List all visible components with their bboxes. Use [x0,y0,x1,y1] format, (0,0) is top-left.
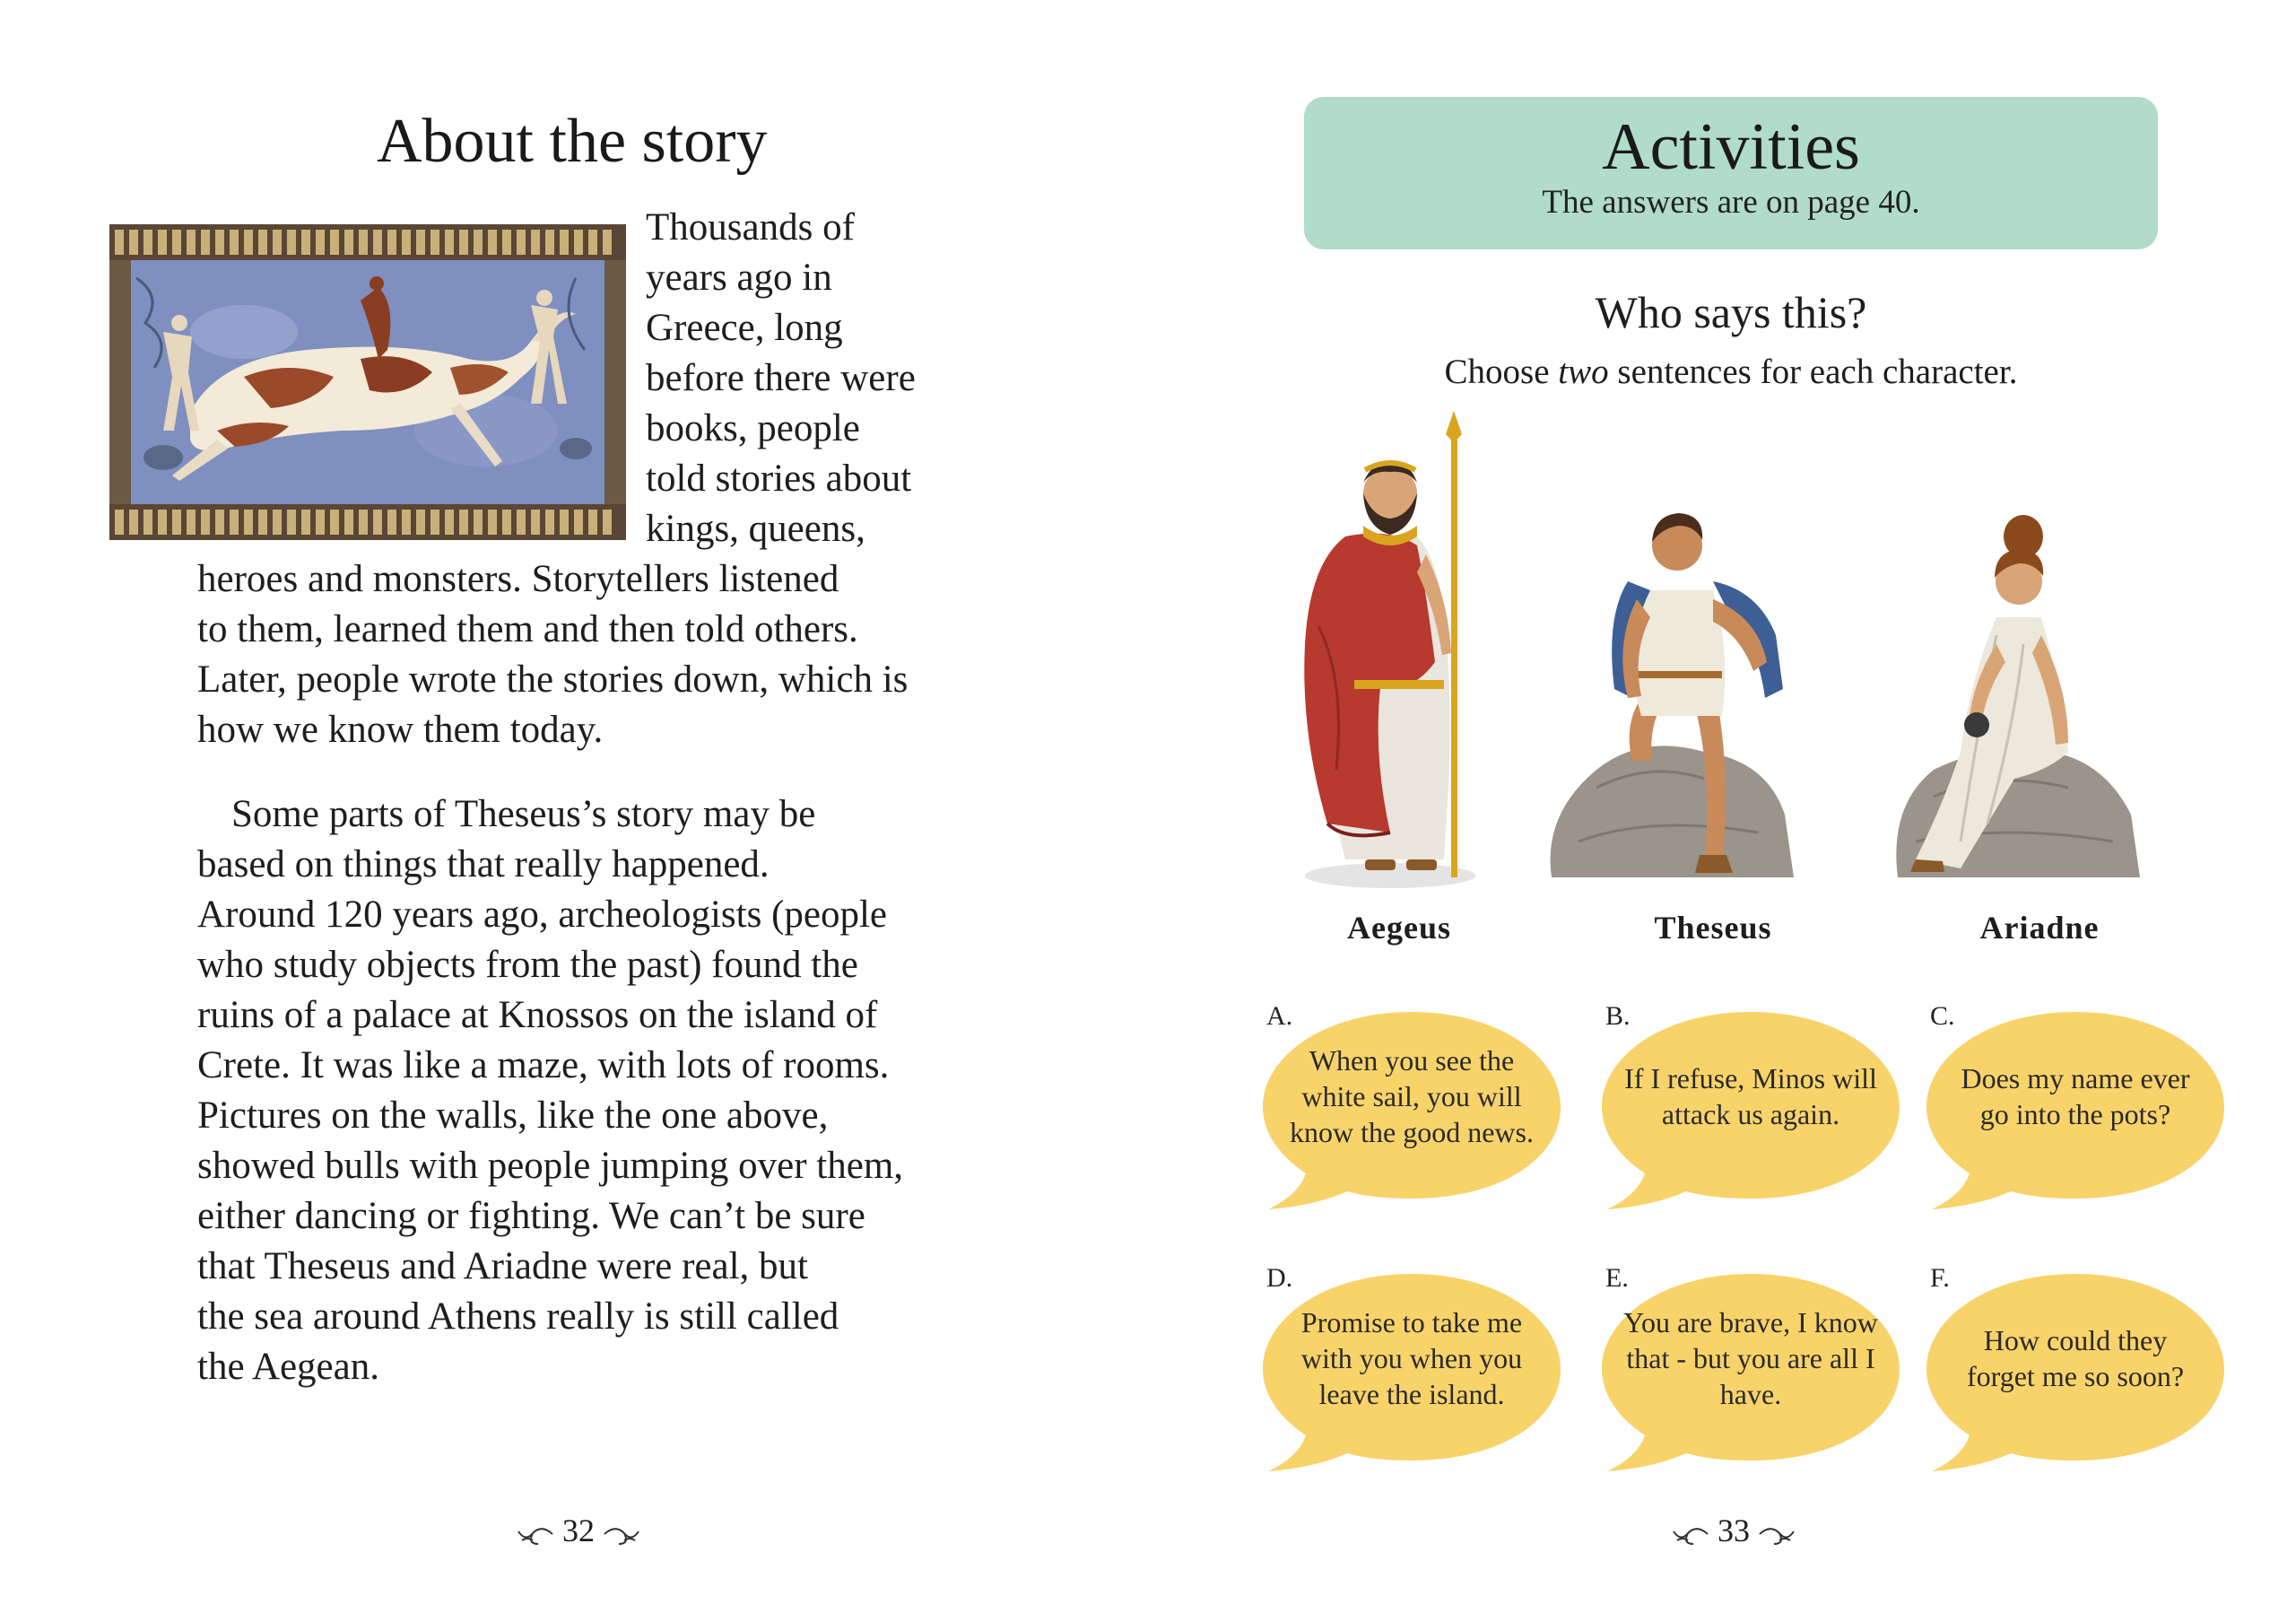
activities-header-box [1304,97,2158,249]
bubble-text-d: Promise to take me with you when you leave the island. [1300,1306,1523,1410]
page-number [1670,1513,1797,1548]
bubble-letter-b: B. [1605,1001,1631,1031]
speech-bubble-f [1916,1269,2235,1477]
text-line: Around 120 years ago, archeologists (people [197,894,888,936]
text-line: the Aegean. [197,1346,379,1388]
flourish-right-icon [1758,1521,1797,1548]
text-line: Pictures on the walls, like the one above, [197,1094,829,1137]
text-line: told stories about [646,458,912,500]
bubble-text-a: When you see the white sail, you will know the good news. [1290,1044,1534,1148]
bubble-letter-d: D. [1266,1263,1293,1293]
fresco-image [109,224,626,540]
character-name-theseus: Theseus [1654,910,1772,946]
flourish-right-icon [603,1521,642,1548]
instruction-text [1304,350,2158,395]
text-line: Greece, long [646,307,843,349]
text-line: either dancing or fighting. We can’t be sure [197,1195,865,1237]
bubble-letter-e: E. [1605,1263,1629,1293]
text-line: based on things that really happened. [197,843,770,885]
text-line: before there were [646,357,916,399]
page-title: About the story [377,107,768,176]
text-line: kings, queens, [646,508,865,550]
text-line: heroes and monsters. Storytellers listened [197,558,839,600]
intro-paragraph-continued [197,554,908,755]
aegeus-figure [1292,411,1516,900]
page-number [515,1513,642,1548]
ariadne-figure [1889,501,2149,900]
speech-bubble-a [1252,1007,1571,1215]
speech-bubble-e [1591,1269,1910,1477]
instruction-post: sentences for each character. [1608,353,2018,391]
bubble-text-f: How could they forget me so soon? [1966,1324,2185,1392]
text-line: Some parts of Theseus’s story may be [231,793,816,835]
activities-title: Activities [1602,110,1860,184]
bubble-letter-a: A. [1266,1001,1293,1031]
text-line: Thousands of [646,206,855,249]
instruction-emphasis: two [1558,353,1609,391]
text-line: ruins of a palace at Knossos on the island of [197,994,878,1036]
page-number-text: 33 [1718,1513,1750,1548]
question-heading: Who says this? [1595,287,1867,337]
character-name-ariadne: Ariadne [1979,910,2100,946]
text-line: books, people [646,407,860,449]
text-line: who study objects from the past) found the [197,944,858,986]
flourish-left-icon [1670,1521,1709,1548]
text-line: the sea around Athens really is still called [197,1295,839,1338]
speech-bubble-b [1591,1007,1910,1215]
flourish-left-icon [515,1521,554,1548]
instruction-pre: Choose [1444,353,1559,391]
intro-paragraph-wrapped [646,203,916,554]
page-number-text: 32 [562,1513,595,1548]
bubble-letter-c: C. [1930,1001,1955,1031]
text-line: Later, people wrote the stories down, which is [197,658,909,701]
bubble-text-e: You are brave, I know that - but you are all I have. [1623,1306,1878,1410]
bubble-letter-f: F. [1930,1263,1950,1293]
character-name-aegeus: Aegeus [1347,910,1451,946]
text-line: how we know them today. [197,709,604,751]
text-line: that Theseus and Ariadne were real, but [197,1245,808,1287]
speech-bubble-c [1916,1007,2235,1215]
text-line: to them, learned them and then told others. [197,608,858,650]
theseus-figure [1543,492,1812,900]
text-line: years ago in [646,257,832,299]
speech-bubble-d [1252,1269,1571,1477]
bubble-text-b: If I refuse, Minos will attack us again. [1624,1062,1877,1130]
text-line: Crete. It was like a maze, with lots of rooms. [197,1044,890,1086]
text-line: showed bulls with people jumping over them, [197,1145,904,1187]
activities-subtitle: The answers are on page 40. [1542,184,1920,221]
knossos-paragraph [197,789,903,1392]
bubble-text-c: Does my name ever go into the pots? [1961,1062,2190,1130]
